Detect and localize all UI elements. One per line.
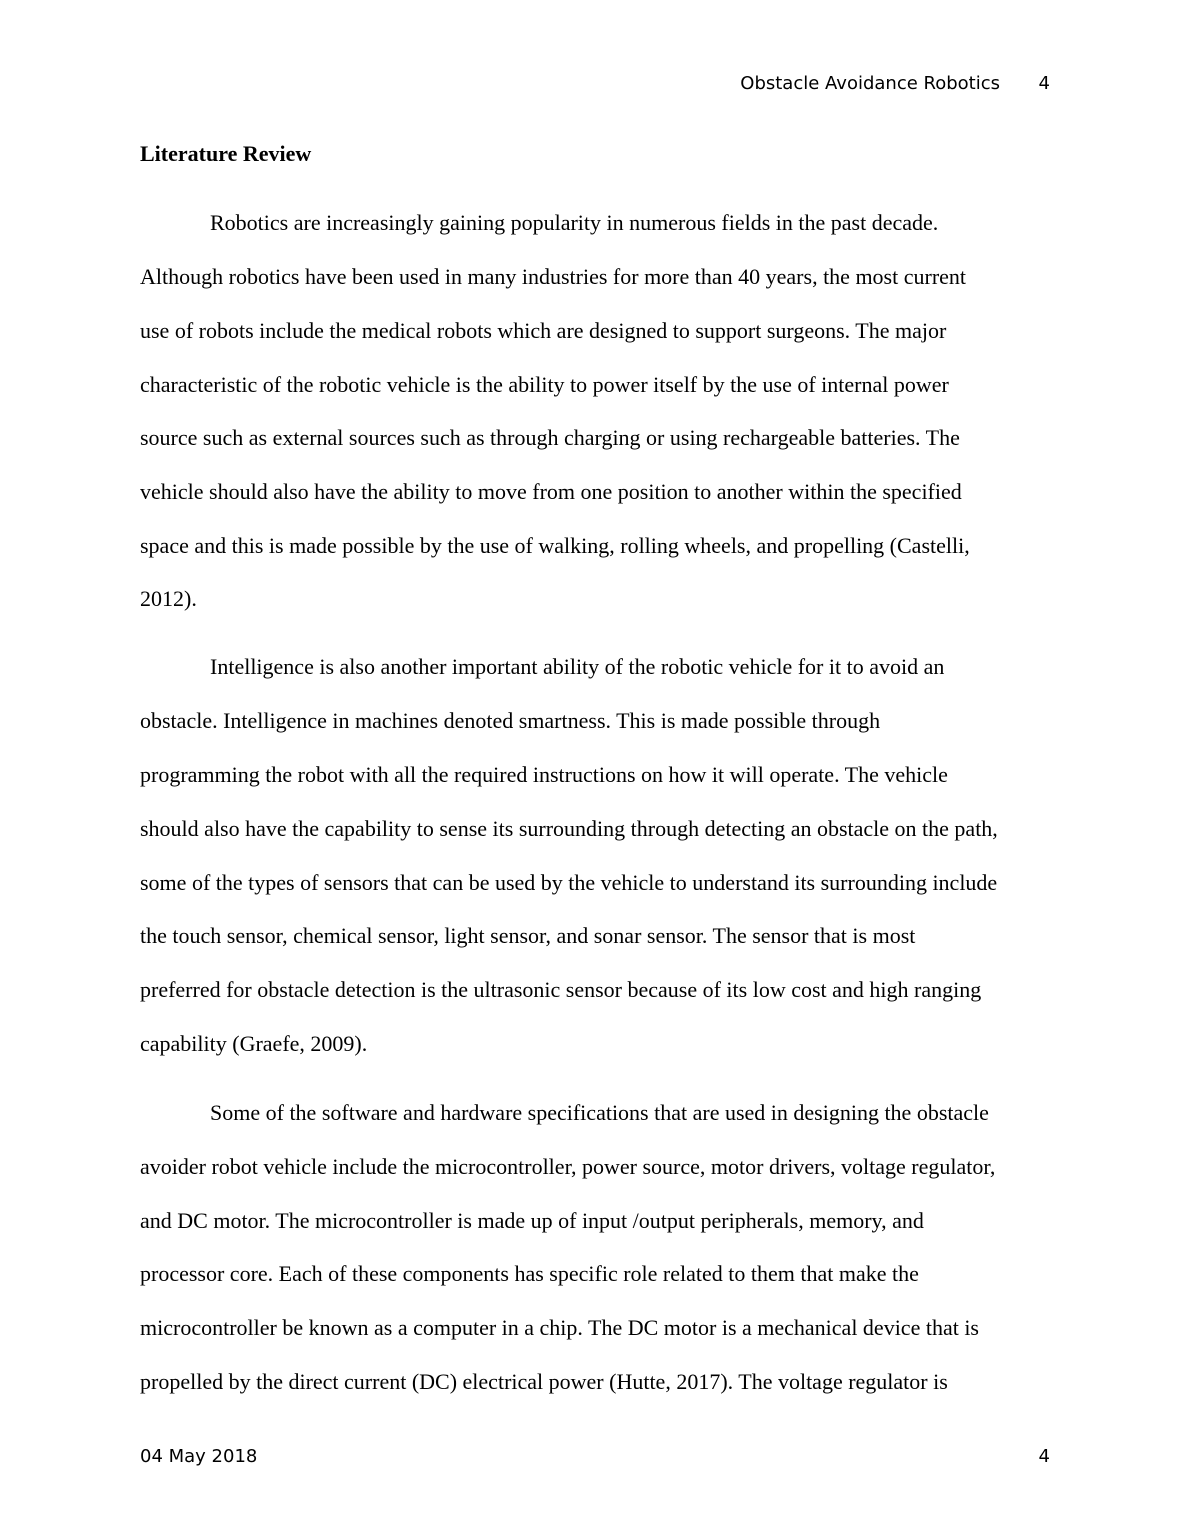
paragraph-3-line: processor core. Each of these components has specific role related to them that make the <box>140 1261 919 1286</box>
paragraph-1-line: space and this is made possible by the use of walking, rolling wheels, and propelling (Castelli, <box>140 533 970 558</box>
page-footer <box>140 1443 1050 1471</box>
running-head-title: Obstacle Avoidance Robotics <box>740 73 1000 94</box>
paragraph-3-line: microcontroller be known as a computer in a chip. The DC motor is a mechanical device that is <box>140 1315 979 1340</box>
paragraph-1-line: use of robots include the medical robots which are designed to support surgeons. The major <box>140 318 947 343</box>
paragraph-2-line: should also have the capability to sense its surrounding through detecting an obstacle on the path, <box>140 816 998 841</box>
paragraph-2-line: some of the types of sensors that can be used by the vehicle to understand its surrounding include <box>140 870 998 895</box>
footer-page-number: 4 <box>1038 1446 1050 1467</box>
paragraph-2-line: capability (Graefe, 2009). <box>140 1031 368 1056</box>
paragraph-1-line: 2012). <box>140 586 197 611</box>
paragraph-1-line: source such as external sources such as through charging or using rechargeable batteries. The <box>140 425 960 450</box>
paragraph-2-line: programming the robot with all the required instructions on how it will operate. The vehicle <box>140 762 948 787</box>
paragraph-2-line: Intelligence is also another important ability of the robotic vehicle for it to avoid an <box>210 654 945 679</box>
paragraph-1-line: Although robotics have been used in many industries for more than 40 years, the most current <box>140 264 967 289</box>
paragraph-3-line: propelled by the direct current (DC) electrical power (Hutte, 2017). The voltage regulator is <box>140 1369 948 1394</box>
footer-date: 04 May 2018 <box>140 1446 258 1467</box>
paragraph-2-line: preferred for obstacle detection is the ultrasonic sensor because of its low cost and high ranging <box>140 977 982 1002</box>
section-heading: Literature Review <box>140 141 312 166</box>
paragraph-3-line: avoider robot vehicle include the microcontroller, power source, motor drivers, voltage regulator, <box>140 1154 996 1179</box>
paragraph-1-line: Robotics are increasingly gaining popularity in numerous fields in the past decade. <box>210 210 939 235</box>
paragraph-3-line: and DC motor. The microcontroller is made up of input /output peripherals, memory, and <box>140 1208 924 1233</box>
page-header <box>140 70 1050 98</box>
paragraph-2-line: obstacle. Intelligence in machines denoted smartness. This is made possible through <box>140 708 881 733</box>
header-page-number: 4 <box>1038 73 1050 94</box>
paragraph-1-line: characteristic of the robotic vehicle is the ability to power itself by the use of internal power <box>140 372 949 397</box>
paragraph-3-line: Some of the software and hardware specifications that are used in designing the obstacle <box>210 1100 989 1125</box>
paragraph-1-line: vehicle should also have the ability to move from one position to another within the specified <box>140 479 962 504</box>
paragraph-2-line: the touch sensor, chemical sensor, light sensor, and sonar sensor. The sensor that is most <box>140 923 916 948</box>
